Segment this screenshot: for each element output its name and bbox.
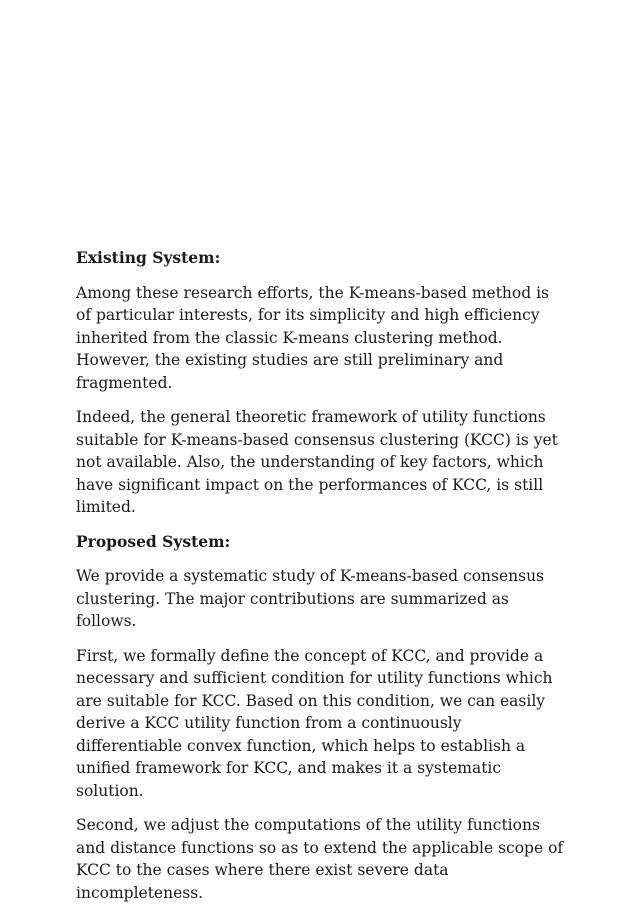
document-body [76, 247, 566, 916]
existing-paragraph-1: Among these research efforts, the K-means-based method is of particular interests, for its simplicity and high efficiency inherited from the classic K-means clustering method. However, the existing studies are still preliminary and fragmented. [76, 283, 550, 392]
proposed-system-heading: Proposed System: [76, 531, 231, 551]
proposed-paragraph-3: Second, we adjust the computations of the utility functions and distance functions so as to extend the applicable scope of KCC to the cases where there exist severe data incompleteness. [76, 816, 564, 902]
existing-system-heading: Existing System: [76, 248, 221, 267]
existing-paragraph-2: Indeed, the general theoretic framework of utility functions suitable for K-means-based consensus clustering (KCC) is yet not available. Also, the understanding of key factors, which have significant impact on the performances of KCC, is still limited. [76, 408, 558, 516]
proposed-paragraph-2: First, we formally define the concept of KCC, and provide a necessary and sufficient condition for utility functions which are suitable for KCC. Based on this condition, we can easily derive a KCC utility function from a continuously differentiable convex function, which helps to establish a unified framework for KCC, and makes it a systematic solution. [76, 646, 553, 800]
proposed-paragraph-1: We provide a systematic study of K-means-based consensus clustering. The major contributions are summarized as follows. [76, 567, 545, 630]
